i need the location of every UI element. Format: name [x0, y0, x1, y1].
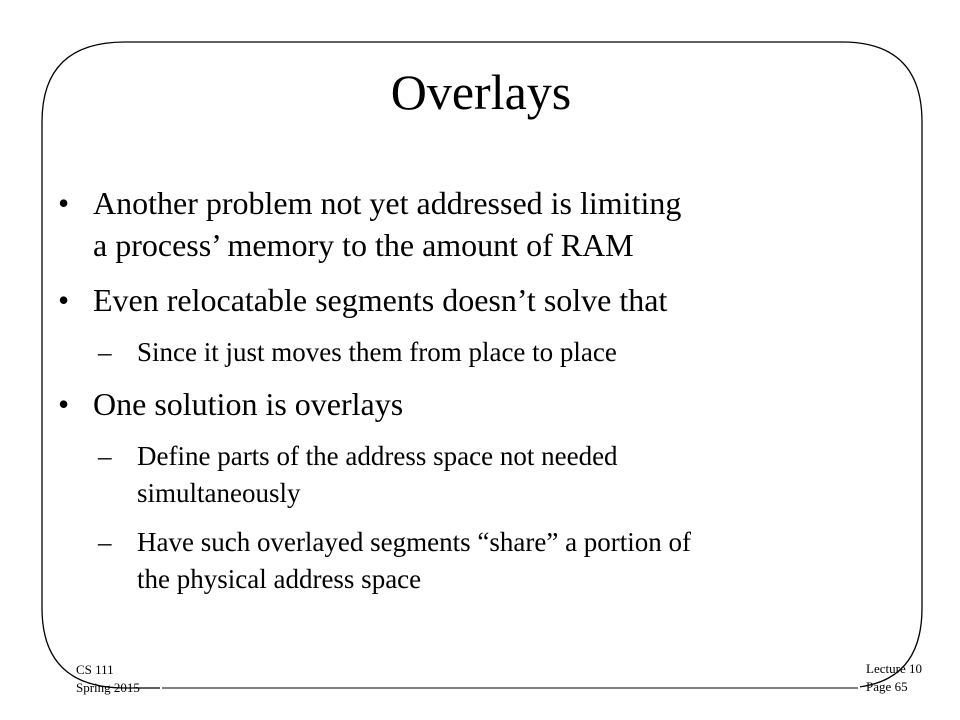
sub-bullet-item: [58, 438, 918, 512]
slide-title: Overlays: [390, 64, 572, 120]
footer-term: Spring 2015: [76, 680, 140, 695]
slide-body: [58, 182, 918, 610]
sub-bullet-item: [58, 524, 918, 598]
bullet-marker: •: [58, 386, 70, 422]
bullet-item: [58, 182, 918, 266]
sub-bullet-item: [58, 334, 918, 371]
bullet-line: Even relocatable segments doesn’t solve that: [93, 282, 668, 318]
footer-page-info: [866, 660, 922, 696]
bullet-item: [58, 279, 918, 321]
footer-course-info: [76, 661, 140, 697]
sub-bullet-line: the physical address space: [137, 564, 422, 594]
bullet-line: One solution is overlays: [93, 386, 404, 422]
bullet-line: a process’ memory to the amount of RAM: [93, 227, 634, 263]
footer-gap: [160, 674, 860, 702]
bullet-marker: •: [58, 185, 70, 221]
sub-bullet-line: Since it just moves them from place to place: [137, 337, 617, 367]
dash-marker: –: [98, 337, 112, 367]
bullet-line: Another problem not yet addressed is limiting: [93, 185, 682, 221]
footer-course: CS 111: [76, 662, 114, 677]
footer-page: Page 65: [866, 679, 908, 694]
dash-marker: –: [98, 441, 112, 471]
sub-bullet-line: simultaneously: [137, 478, 301, 508]
sub-bullet-line: Define parts of the address space not needed: [137, 441, 618, 471]
bullet-item: [58, 383, 918, 425]
footer-lecture: Lecture 10: [866, 661, 922, 676]
sub-bullet-line: Have such overlayed segments “share” a portion of: [137, 527, 692, 557]
bullet-marker: •: [58, 282, 70, 318]
dash-marker: –: [98, 527, 112, 557]
